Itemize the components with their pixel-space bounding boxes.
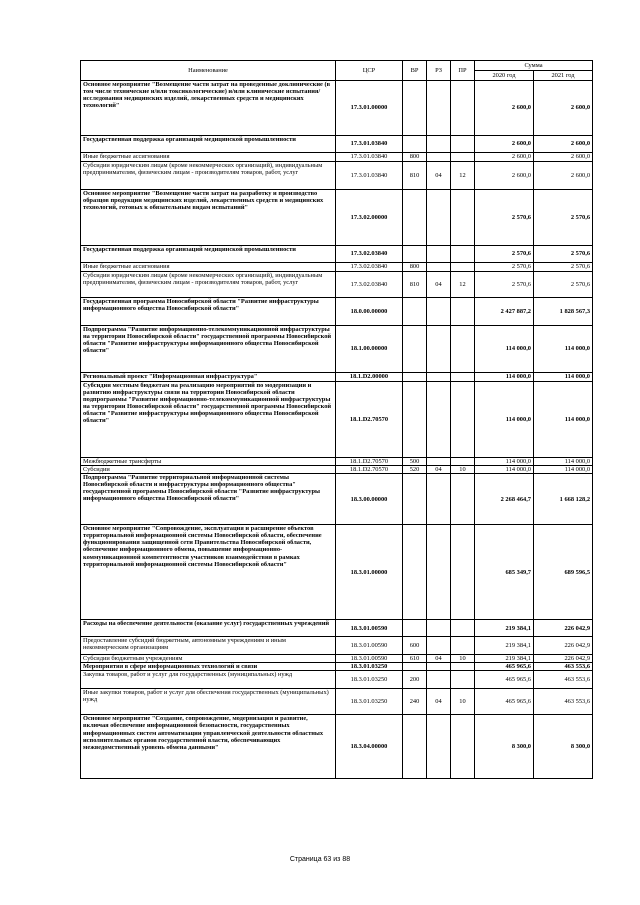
row-rz: [427, 715, 451, 779]
row-csr: 18.3.01.00590: [336, 655, 403, 663]
row-rz: [427, 326, 451, 373]
row-rz: [427, 458, 451, 466]
row-csr: 18.3.01.03250: [336, 671, 403, 689]
table-body: [81, 81, 593, 779]
table-row: [81, 246, 593, 263]
row-sum-2020: 219 384,1: [475, 637, 534, 655]
row-sum-2020: 2 600,0: [475, 136, 534, 153]
row-name: Государственная поддержка организаций медицинской промышленности: [81, 246, 336, 263]
table-row: [81, 263, 593, 272]
row-rz: [427, 382, 451, 458]
header-csr: ЦСР: [336, 61, 403, 81]
row-sum-2020: 2 600,0: [475, 81, 534, 136]
row-vr: [403, 136, 427, 153]
row-sum-2021: 2 570,6: [534, 263, 593, 272]
row-csr: 18.3.04.00000: [336, 715, 403, 779]
row-csr: 18.1.D2.70570: [336, 466, 403, 474]
row-sum-2021: 226 042,9: [534, 655, 593, 663]
table-row: [81, 663, 593, 671]
row-name: Иные бюджетные ассигнования: [81, 263, 336, 272]
row-rz: 04: [427, 162, 451, 190]
row-rz: [427, 620, 451, 637]
row-vr: [403, 81, 427, 136]
row-name: Основное мероприятие "Сопровождение, эксплуатация и расширение объектов территориальной информационной системы Новосибирской области, обеспечение функционирования защищенной сети Правительства Новосибирской области, обеспечение информационного обмена, повышение информационно-коммуникационной компетентности участников взаимодействия в рамках территориальной информационной системы Новосибирской области": [81, 525, 336, 620]
row-name: Субсидии юридическим лицам (кроме некоммерческих организаций), индивидуальным предпринимателям, физическим лицам - производителям товаров, работ, услуг: [81, 162, 336, 190]
table-row: [81, 298, 593, 326]
row-sum-2020: 2 600,0: [475, 153, 534, 162]
row-pr: 10: [451, 466, 475, 474]
row-name: Мероприятия в сфере информационных технологий и связи: [81, 663, 336, 671]
row-sum-2020: 219 384,1: [475, 620, 534, 637]
header-2021: 2021 год: [534, 71, 593, 81]
row-vr: 240: [403, 689, 427, 715]
table-row: [81, 190, 593, 246]
row-sum-2020: 2 427 887,2: [475, 298, 534, 326]
row-rz: [427, 525, 451, 620]
row-csr: 17.3.02.03840: [336, 263, 403, 272]
row-rz: [427, 373, 451, 382]
row-rz: [427, 81, 451, 136]
row-pr: [451, 153, 475, 162]
header-sum: Сумма: [475, 61, 593, 71]
row-pr: [451, 458, 475, 466]
row-csr: 18.1.D2.70570: [336, 382, 403, 458]
row-name: Расходы на обеспечение деятельности (оказание услуг) государственных учреждений: [81, 620, 336, 637]
row-name: Государственная поддержка организаций медицинской промышленности: [81, 136, 336, 153]
row-name: Государственная программа Новосибирской области "Развитие инфраструктуры информационного общества Новосибирской области": [81, 298, 336, 326]
table-row: [81, 153, 593, 162]
row-sum-2021: 463 553,6: [534, 671, 593, 689]
row-pr: [451, 637, 475, 655]
row-name: Межбюджетные трансферты: [81, 458, 336, 466]
row-sum-2020: 2 570,6: [475, 263, 534, 272]
row-name: Подпрограмма "Развитие информационно-телекоммуникационной инфраструктуры на территории Новосибирской области" государственной программы Новосибирской области "Развитие инфраструктуры информационного общества Новосибирской области": [81, 326, 336, 373]
row-vr: [403, 715, 427, 779]
row-sum-2021: 226 042,9: [534, 620, 593, 637]
row-pr: [451, 326, 475, 373]
budget-table: [80, 60, 593, 779]
header-2020: 2020 год: [475, 71, 534, 81]
table-row: [81, 272, 593, 298]
row-pr: [451, 298, 475, 326]
row-sum-2020: 114 000,0: [475, 326, 534, 373]
row-sum-2021: 2 600,0: [534, 153, 593, 162]
row-vr: 500: [403, 458, 427, 466]
table-row: [81, 466, 593, 474]
row-name: Основное мероприятие "Создание, сопровождение, модернизация и развитие, включая обеспечение информационной безопасности, государственных информационных систем автоматизации управленческой деятельности областных исполнительных органов государственной власти, обеспечивающих межведомственный уровень обмена данными": [81, 715, 336, 779]
row-csr: 18.1.00.00000: [336, 326, 403, 373]
row-name: Субсидии бюджетным учреждениям: [81, 655, 336, 663]
row-pr: [451, 525, 475, 620]
row-sum-2020: 465 965,6: [475, 663, 534, 671]
table-row: [81, 715, 593, 779]
row-pr: [451, 620, 475, 637]
budget-document: [80, 60, 592, 779]
row-sum-2021: 114 000,0: [534, 326, 593, 373]
row-rz: 04: [427, 689, 451, 715]
row-csr: 18.3.01.00590: [336, 637, 403, 655]
row-sum-2021: 2 570,6: [534, 190, 593, 246]
header-name: Наименование: [81, 61, 336, 81]
row-sum-2020: 2 570,6: [475, 272, 534, 298]
header-vr: ВР: [403, 61, 427, 81]
row-vr: [403, 373, 427, 382]
row-vr: [403, 620, 427, 637]
row-pr: [451, 382, 475, 458]
row-csr: 18.1.D2.00000: [336, 373, 403, 382]
row-rz: [427, 263, 451, 272]
row-pr: [451, 715, 475, 779]
row-rz: [427, 637, 451, 655]
table-row: [81, 326, 593, 373]
row-vr: 600: [403, 637, 427, 655]
row-pr: 10: [451, 655, 475, 663]
row-name: Предоставление субсидий бюджетным, автономным учреждениям и иным некоммерческим организациям: [81, 637, 336, 655]
row-sum-2021: 226 042,9: [534, 637, 593, 655]
row-rz: [427, 153, 451, 162]
row-pr: 12: [451, 162, 475, 190]
row-rz: 04: [427, 466, 451, 474]
row-pr: [451, 373, 475, 382]
row-csr: 18.3.01.03250: [336, 689, 403, 715]
row-name: Подпрограмма "Развитие территориальной информационной системы Новосибирской области и инфраструктуры информационного общества" государственной программы Новосибирской области "Развитие инфраструктуры информационного общества Новосибирской области": [81, 474, 336, 525]
row-rz: [427, 246, 451, 263]
row-csr: 17.3.02.00000: [336, 190, 403, 246]
row-pr: [451, 81, 475, 136]
row-rz: 04: [427, 655, 451, 663]
row-vr: 810: [403, 272, 427, 298]
table-row: [81, 525, 593, 620]
row-csr: 18.3.01.00590: [336, 620, 403, 637]
row-sum-2020: 114 000,0: [475, 373, 534, 382]
row-sum-2021: 689 596,5: [534, 525, 593, 620]
row-sum-2020: 685 349,7: [475, 525, 534, 620]
table-row: [81, 136, 593, 153]
row-rz: [427, 474, 451, 525]
row-sum-2021: 463 553,6: [534, 689, 593, 715]
row-sum-2021: 114 000,0: [534, 373, 593, 382]
row-sum-2020: 465 965,6: [475, 671, 534, 689]
page-footer: Страница 63 из 88: [289, 856, 351, 863]
table-row: [81, 373, 593, 382]
row-pr: [451, 246, 475, 263]
row-sum-2021: 1 668 128,2: [534, 474, 593, 525]
row-csr: 18.3.01.00000: [336, 525, 403, 620]
table-row: [81, 382, 593, 458]
row-sum-2021: 2 570,6: [534, 272, 593, 298]
table-header: [81, 61, 593, 81]
row-sum-2021: 1 828 567,3: [534, 298, 593, 326]
row-sum-2020: 8 300,0: [475, 715, 534, 779]
row-csr: 18.1.D2.70570: [336, 458, 403, 466]
row-rz: [427, 671, 451, 689]
row-vr: [403, 298, 427, 326]
row-vr: [403, 474, 427, 525]
row-sum-2020: 465 965,6: [475, 689, 534, 715]
row-csr: 17.3.02.03840: [336, 272, 403, 298]
table-row: [81, 655, 593, 663]
row-pr: [451, 136, 475, 153]
row-sum-2021: 114 000,0: [534, 458, 593, 466]
table-row: [81, 162, 593, 190]
row-pr: 10: [451, 689, 475, 715]
row-rz: [427, 136, 451, 153]
row-csr: 17.3.02.03840: [336, 246, 403, 263]
row-csr: 18.3.00.00000: [336, 474, 403, 525]
row-csr: 18.3.01.03250: [336, 663, 403, 671]
row-pr: [451, 663, 475, 671]
row-name: Основное мероприятие "Возмещение части затрат на проведенные доклинические (в том числе технические и/или токсикологические) и/или клинические испытания/исследования медицинских изделий, лекарственных средств и медицинских технологий": [81, 81, 336, 136]
row-sum-2021: 2 600,0: [534, 162, 593, 190]
row-sum-2021: 2 570,6: [534, 246, 593, 263]
table-row: [81, 620, 593, 637]
row-pr: 12: [451, 272, 475, 298]
row-sum-2021: 8 300,0: [534, 715, 593, 779]
row-sum-2020: 114 000,0: [475, 466, 534, 474]
row-sum-2020: 114 000,0: [475, 382, 534, 458]
row-sum-2021: 463 553,6: [534, 663, 593, 671]
row-vr: [403, 382, 427, 458]
row-csr: 17.3.01.03840: [336, 153, 403, 162]
row-rz: [427, 190, 451, 246]
row-sum-2020: 2 570,6: [475, 246, 534, 263]
row-csr: 17.3.01.03840: [336, 162, 403, 190]
row-vr: 520: [403, 466, 427, 474]
row-name: Закупка товаров, работ и услуг для государственных (муниципальных) нужд: [81, 671, 336, 689]
row-sum-2020: 2 600,0: [475, 162, 534, 190]
row-sum-2021: 2 600,0: [534, 136, 593, 153]
row-csr: 18.0.00.00000: [336, 298, 403, 326]
table-row: [81, 81, 593, 136]
table-row: [81, 474, 593, 525]
row-sum-2020: 2 268 464,7: [475, 474, 534, 525]
row-name: Региональный проект "Информационная инфраструктура": [81, 373, 336, 382]
row-sum-2021: 114 000,0: [534, 382, 593, 458]
row-vr: [403, 663, 427, 671]
row-rz: [427, 663, 451, 671]
row-csr: 17.3.01.00000: [336, 81, 403, 136]
table-row: [81, 637, 593, 655]
row-vr: 800: [403, 153, 427, 162]
row-sum-2020: 114 000,0: [475, 458, 534, 466]
row-pr: [451, 190, 475, 246]
row-vr: 610: [403, 655, 427, 663]
row-name: Основное мероприятие "Возмещение части затрат на разработку и производство образцов продукции медицинских изделий, лекарственных средств и медицинских технологий, готовых к обязательным видам испытаний": [81, 190, 336, 246]
table-row: [81, 458, 593, 466]
row-name: Иные бюджетные ассигнования: [81, 153, 336, 162]
row-name: Субсидии: [81, 466, 336, 474]
row-vr: [403, 525, 427, 620]
table-row: [81, 689, 593, 715]
row-vr: 800: [403, 263, 427, 272]
row-sum-2020: 2 570,6: [475, 190, 534, 246]
row-sum-2020: 219 384,1: [475, 655, 534, 663]
row-pr: [451, 671, 475, 689]
header-pr: ПР: [451, 61, 475, 81]
table-row: [81, 671, 593, 689]
row-vr: 810: [403, 162, 427, 190]
row-vr: [403, 246, 427, 263]
row-sum-2021: 2 600,0: [534, 81, 593, 136]
header-rz: РЗ: [427, 61, 451, 81]
row-vr: [403, 190, 427, 246]
row-pr: [451, 263, 475, 272]
row-name: Иные закупки товаров, работ и услуг для обеспечения государственных (муниципальных) нужд: [81, 689, 336, 715]
row-rz: 04: [427, 272, 451, 298]
row-csr: 17.3.01.03840: [336, 136, 403, 153]
row-rz: [427, 298, 451, 326]
row-name: Субсидии местным бюджетам на реализацию мероприятий по модернизации и развитию инфраструктуры связи на территории Новосибирской области подпрограммы "Развитие информационно-телекоммуникационной инфраструктуры на территории Новосибирской области" государственной программы Новосибирской области "Развитие инфраструктуры информационного общества Новосибирской области": [81, 382, 336, 458]
row-sum-2021: 114 000,0: [534, 466, 593, 474]
row-vr: 200: [403, 671, 427, 689]
row-pr: [451, 474, 475, 525]
row-name: Субсидии юридическим лицам (кроме некоммерческих организаций), индивидуальным предпринимателям, физическим лицам - производителям товаров, работ, услуг: [81, 272, 336, 298]
row-vr: [403, 326, 427, 373]
